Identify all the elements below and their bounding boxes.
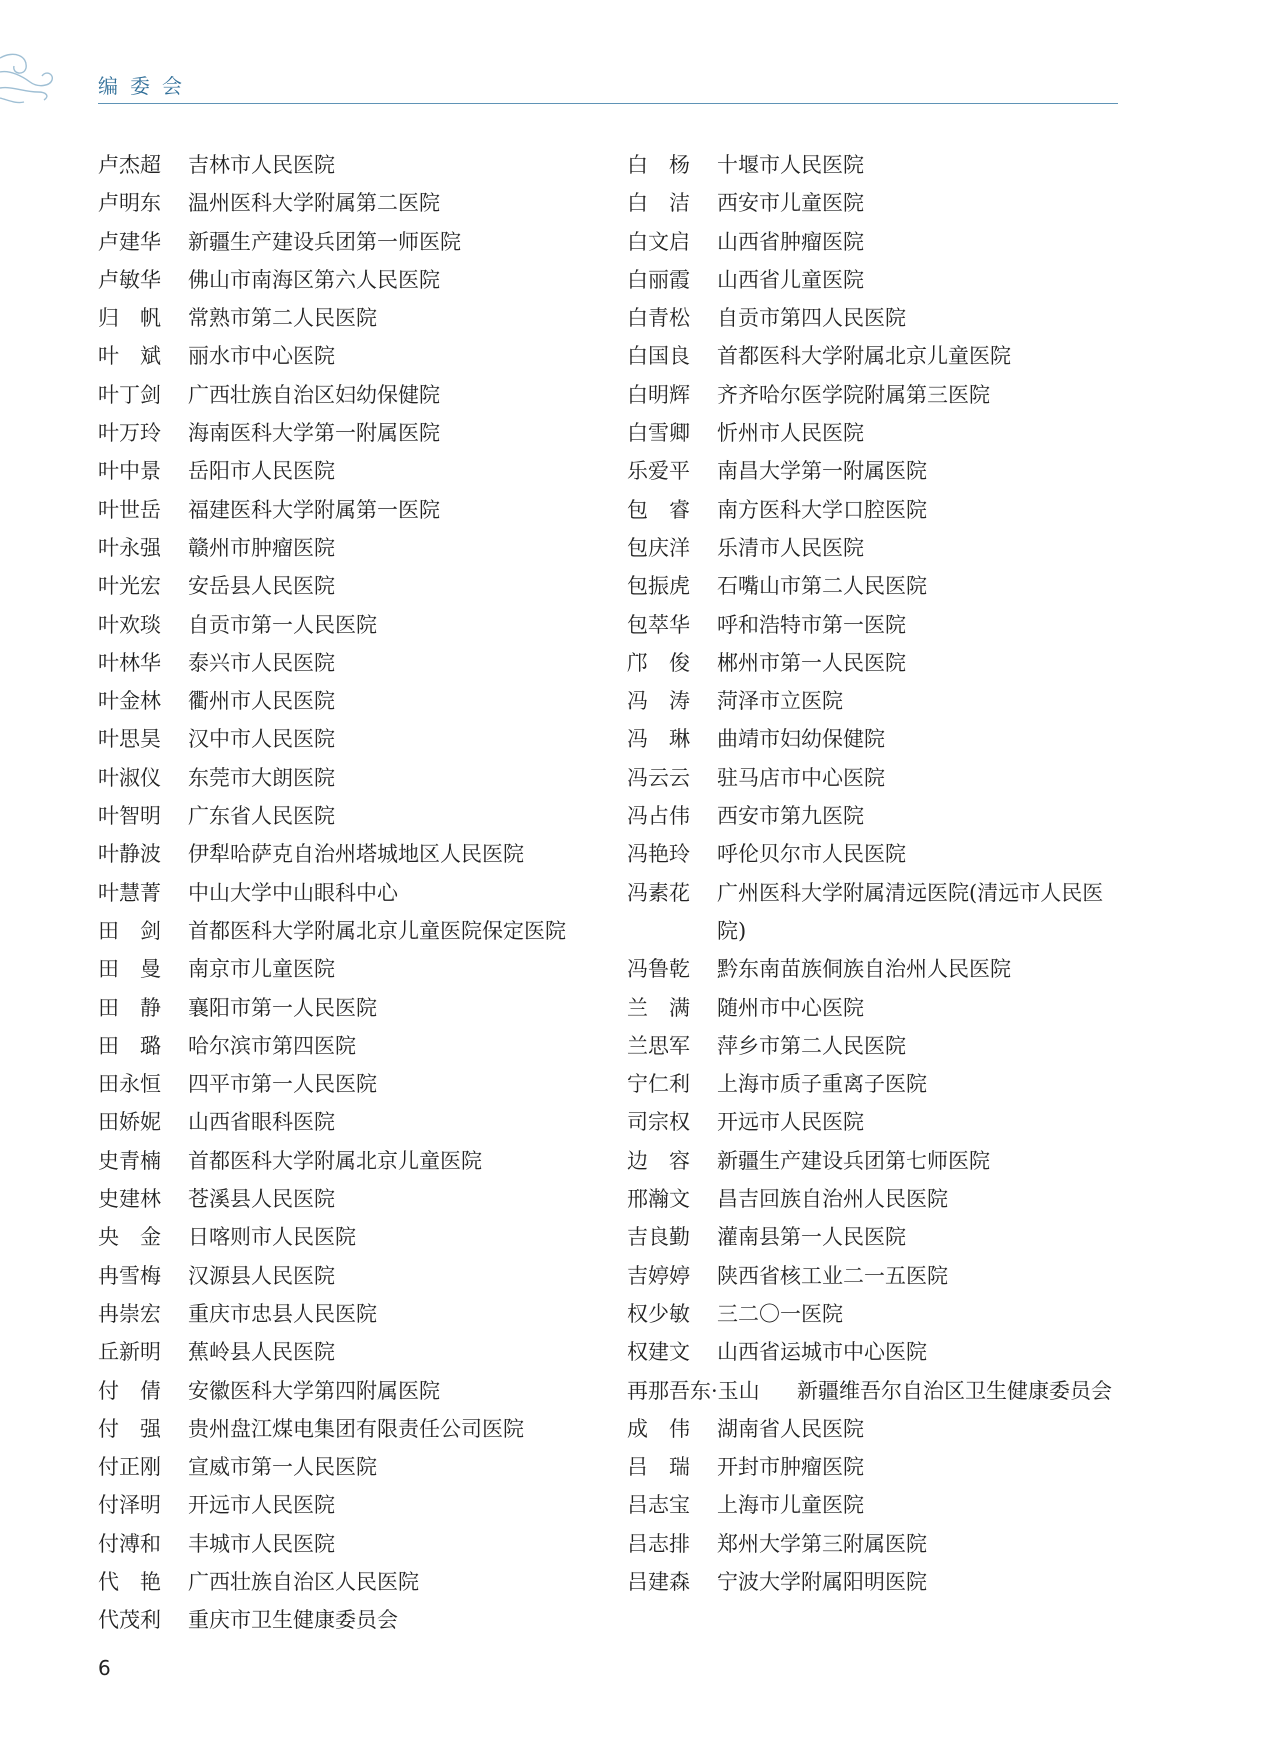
member-name: 叶中景 [98, 459, 161, 484]
member-institution: 海南医科大学第一附属医院 [188, 421, 440, 446]
member-entry [627, 184, 1127, 222]
member-entry [98, 1142, 608, 1180]
member-institution: 上海市质子重离子医院 [717, 1072, 927, 1097]
member-entry [98, 1372, 608, 1410]
member-name: 吉良勤 [627, 1225, 690, 1250]
member-name: 付溥和 [98, 1531, 161, 1556]
member-entry [627, 874, 1127, 951]
member-name: 叶光宏 [98, 574, 161, 599]
member-institution: 中山大学中山眼科中心 [188, 880, 398, 905]
member-entry [98, 950, 608, 988]
member-name: 兰思军 [627, 1033, 690, 1058]
member-entry [627, 1525, 1127, 1563]
member-name: 包 睿 [627, 497, 690, 522]
member-institution: 山西省眼科医院 [188, 1110, 335, 1135]
member-entry [627, 1142, 1127, 1180]
member-name: 叶丁剑 [98, 382, 161, 407]
member-name: 叶慧菁 [98, 880, 161, 905]
member-entry [627, 1410, 1127, 1448]
member-name: 宁仁利 [627, 1072, 690, 1097]
member-entry [627, 261, 1127, 299]
member-entry [627, 223, 1127, 261]
member-name: 白国良 [627, 344, 690, 369]
member-entry [98, 644, 608, 682]
member-institution: 福建医科大学附属第一医院 [188, 497, 440, 522]
member-name: 田 剑 [98, 918, 161, 943]
member-institution: 汉源县人民医院 [188, 1263, 335, 1288]
member-institution: 黔东南苗族侗族自治州人民医院 [717, 957, 1011, 982]
member-entry [98, 299, 608, 337]
member-name: 付 倩 [98, 1378, 161, 1403]
member-institution: 赣州市肿瘤医院 [188, 535, 335, 560]
member-entry [98, 1180, 608, 1218]
member-name: 白雪卿 [627, 421, 690, 446]
member-institution: 新疆生产建设兵团第七师医院 [717, 1148, 990, 1173]
member-entry [98, 337, 608, 375]
member-institution: 郴州市第一人民医院 [717, 650, 906, 675]
member-institution: 广州医科大学附属清远医院(清远市人民医院) [717, 880, 1104, 943]
member-institution: 萍乡市第二人民医院 [717, 1033, 906, 1058]
member-name: 卢敏华 [98, 267, 161, 292]
member-entry [627, 376, 1127, 414]
member-name: 叶智明 [98, 804, 161, 829]
member-institution: 三二〇一医院 [717, 1301, 843, 1326]
member-name: 吉婷婷 [627, 1263, 690, 1288]
member-institution: 南京市儿童医院 [188, 957, 335, 982]
member-institution: 山西省运城市中心医院 [717, 1340, 927, 1365]
member-institution: 自贡市第四人民医院 [717, 306, 906, 331]
member-institution: 宁波大学附属阳明医院 [717, 1569, 927, 1594]
member-institution: 呼和浩特市第一医院 [717, 612, 906, 637]
member-institution: 安岳县人民医院 [188, 574, 335, 599]
member-entry [627, 337, 1127, 375]
member-entry [627, 989, 1127, 1027]
member-entry [627, 682, 1127, 720]
member-institution: 开封市肿瘤医院 [717, 1455, 864, 1480]
page-number: 6 [98, 1656, 111, 1680]
member-institution: 忻州市人民医院 [717, 421, 864, 446]
member-entry [627, 1563, 1127, 1601]
member-name: 史建林 [98, 1187, 161, 1212]
member-entry [627, 1372, 1127, 1410]
member-entry [98, 1486, 608, 1524]
member-institution: 郑州大学第三附属医院 [717, 1531, 927, 1556]
member-name: 冯鲁乾 [627, 957, 690, 982]
member-institution: 昌吉回族自治州人民医院 [717, 1187, 948, 1212]
member-entry [98, 1563, 608, 1601]
member-institution: 蕉岭县人民医院 [188, 1340, 335, 1365]
header-divider [98, 103, 1118, 104]
member-entry [627, 1333, 1127, 1371]
member-name: 卢杰超 [98, 153, 161, 177]
header-title: 编委会 [98, 74, 194, 98]
member-institution: 乐清市人民医院 [717, 535, 864, 560]
member-institution: 新疆生产建设兵团第一师医院 [188, 229, 461, 254]
member-entry [98, 452, 608, 490]
member-entry [627, 1103, 1127, 1141]
member-entry [627, 491, 1127, 529]
member-institution: 重庆市卫生健康委员会 [188, 1608, 398, 1633]
member-name: 叶静波 [98, 842, 161, 867]
member-institution: 南昌大学第一附属医院 [717, 459, 927, 484]
member-name: 权少敏 [627, 1301, 690, 1326]
member-institution: 驻马店市中心医院 [717, 765, 885, 790]
member-name: 冯云云 [627, 765, 690, 790]
member-name: 付 强 [98, 1416, 161, 1441]
member-name: 代茂利 [98, 1608, 161, 1633]
member-entry [98, 414, 608, 452]
member-entry [98, 989, 608, 1027]
member-institution: 湖南省人民医院 [717, 1416, 864, 1441]
member-entry [627, 1295, 1127, 1333]
member-institution: 东莞市大朗医院 [188, 765, 335, 790]
member-name: 叶万玲 [98, 421, 161, 446]
member-entry [627, 567, 1127, 605]
member-entry [98, 1410, 608, 1448]
member-name: 白青松 [627, 306, 690, 331]
member-entry [98, 1065, 608, 1103]
member-institution: 陕西省核工业二一五医院 [717, 1263, 948, 1288]
member-entry [627, 720, 1127, 758]
member-institution: 西安市儿童医院 [717, 191, 864, 216]
member-institution: 开远市人民医院 [188, 1493, 335, 1518]
member-name: 吕建森 [627, 1569, 690, 1594]
member-entry [627, 452, 1127, 490]
member-institution: 南方医科大学口腔医院 [717, 497, 927, 522]
member-name: 归 帆 [98, 306, 161, 331]
member-entry [98, 912, 608, 950]
member-institution: 泰兴市人民医院 [188, 650, 335, 675]
editorial-list-right-column [627, 146, 1127, 1601]
member-entry [627, 835, 1127, 873]
member-name: 冯占伟 [627, 804, 690, 829]
member-entry [98, 720, 608, 758]
member-entry [98, 376, 608, 414]
member-entry [98, 529, 608, 567]
member-name: 田 曼 [98, 957, 161, 982]
member-institution: 宣威市第一人民医院 [188, 1455, 377, 1480]
member-entry [98, 1027, 608, 1065]
member-name: 史青楠 [98, 1148, 161, 1173]
member-name: 白 洁 [627, 191, 690, 216]
member-name: 叶永强 [98, 535, 161, 560]
member-institution: 重庆市忠县人民医院 [188, 1301, 377, 1326]
member-institution: 上海市儿童医院 [717, 1493, 864, 1518]
member-entry [98, 567, 608, 605]
member-entry [627, 606, 1127, 644]
member-entry [627, 299, 1127, 337]
member-institution: 广西壮族自治区妇幼保健院 [188, 382, 440, 407]
member-institution: 日喀则市人民医院 [188, 1225, 356, 1250]
member-entry [98, 1257, 608, 1295]
member-entry [627, 1257, 1127, 1295]
member-entry [98, 1333, 608, 1371]
member-institution: 安徽医科大学第四附属医院 [188, 1378, 440, 1403]
member-entry [98, 261, 608, 299]
member-institution: 十堰市人民医院 [717, 153, 864, 177]
member-name: 白 杨 [627, 153, 690, 177]
member-name: 冯 琳 [627, 727, 690, 752]
member-name: 邝 俊 [627, 650, 690, 675]
member-entry [627, 1486, 1127, 1524]
member-institution: 温州医科大学附属第二医院 [188, 191, 440, 216]
member-name: 叶淑仪 [98, 765, 161, 790]
member-name: 付泽明 [98, 1493, 161, 1518]
member-institution: 哈尔滨市第四医院 [188, 1033, 356, 1058]
member-institution: 常熟市第二人民医院 [188, 306, 377, 331]
member-name: 成 伟 [627, 1416, 690, 1441]
member-institution: 丰城市人民医院 [188, 1531, 335, 1556]
member-entry [627, 1180, 1127, 1218]
member-entry [627, 529, 1127, 567]
member-institution: 菏泽市立医院 [717, 689, 843, 714]
member-name: 冯素花 [627, 880, 690, 905]
member-name: 白文启 [627, 229, 690, 254]
member-name: 包振虎 [627, 574, 690, 599]
member-institution: 贵州盘江煤电集团有限责任公司医院 [188, 1416, 524, 1441]
member-name: 丘新明 [98, 1340, 161, 1365]
member-entry [98, 1218, 608, 1256]
member-name: 兰 满 [627, 995, 690, 1020]
member-institution: 呼伦贝尔市人民医院 [717, 842, 906, 867]
member-entry [98, 491, 608, 529]
member-institution: 四平市第一人民医院 [188, 1072, 377, 1097]
member-entry [627, 1218, 1127, 1256]
member-entry [627, 759, 1127, 797]
member-name: 包庆洋 [627, 535, 690, 560]
member-entry [627, 146, 1127, 184]
member-name: 冯 涛 [627, 689, 690, 714]
member-entry [627, 950, 1127, 988]
member-entry [98, 874, 608, 912]
member-name: 田 静 [98, 995, 161, 1020]
member-entry [98, 146, 608, 184]
member-name: 司宗权 [627, 1110, 690, 1135]
member-name: 田 璐 [98, 1033, 161, 1058]
member-institution: 山西省儿童医院 [717, 267, 864, 292]
member-name: 邢瀚文 [627, 1187, 690, 1212]
member-name: 田娇妮 [98, 1110, 161, 1135]
member-entry [98, 1525, 608, 1563]
member-institution: 齐齐哈尔医学院附属第三医院 [717, 382, 990, 407]
member-institution: 吉林市人民医院 [188, 153, 335, 177]
member-institution: 衢州市人民医院 [188, 689, 335, 714]
member-entry [627, 1065, 1127, 1103]
member-name: 乐爱平 [627, 459, 690, 484]
member-name: 叶金林 [98, 689, 161, 714]
member-entry [98, 835, 608, 873]
member-entry [98, 1295, 608, 1333]
member-name: 央 金 [98, 1225, 161, 1250]
member-name: 权建文 [627, 1340, 690, 1365]
member-institution: 苍溪县人民医院 [188, 1187, 335, 1212]
member-name: 白明辉 [627, 382, 690, 407]
member-name: 田永恒 [98, 1072, 161, 1097]
member-name: 叶欢琰 [98, 612, 161, 637]
member-entry [98, 682, 608, 720]
member-name: 白丽霞 [627, 267, 690, 292]
member-institution: 石嘴山市第二人民医院 [717, 574, 927, 599]
member-name: 叶思昊 [98, 727, 161, 752]
member-entry [627, 797, 1127, 835]
member-entry [627, 644, 1127, 682]
member-entry [98, 1103, 608, 1141]
member-institution: 佛山市南海区第六人民医院 [188, 267, 440, 292]
member-name: 卢明东 [98, 191, 161, 216]
member-name: 再那吾东·玉山 [627, 1378, 760, 1403]
member-name: 付正刚 [98, 1455, 161, 1480]
member-entry [627, 414, 1127, 452]
member-institution: 丽水市中心医院 [188, 344, 335, 369]
member-institution: 首都医科大学附属北京儿童医院 [188, 1148, 482, 1173]
member-name: 吕 瑞 [627, 1455, 690, 1480]
member-entry [98, 1448, 608, 1486]
member-institution: 曲靖市妇幼保健院 [717, 727, 885, 752]
member-institution: 首都医科大学附属北京儿童医院保定医院 [188, 918, 566, 943]
member-institution: 广西壮族自治区人民医院 [188, 1569, 419, 1594]
member-entry [98, 223, 608, 261]
member-institution: 新疆维吾尔自治区卫生健康委员会 [797, 1378, 1112, 1403]
member-name: 叶 斌 [98, 344, 161, 369]
member-institution: 首都医科大学附属北京儿童医院 [717, 344, 1011, 369]
member-entry [98, 184, 608, 222]
member-name: 冯艳玲 [627, 842, 690, 867]
member-name: 卢建华 [98, 229, 161, 254]
member-name: 吕志排 [627, 1531, 690, 1556]
editorial-list-left-column [98, 146, 608, 1640]
member-institution: 灌南县第一人民医院 [717, 1225, 906, 1250]
member-institution: 伊犁哈萨克自治州塔城地区人民医院 [188, 842, 524, 867]
member-name: 包萃华 [627, 612, 690, 637]
member-institution: 岳阳市人民医院 [188, 459, 335, 484]
cloud-ornament-icon [0, 40, 60, 120]
member-institution: 随州市中心医院 [717, 995, 864, 1020]
member-institution: 自贡市第一人民医院 [188, 612, 377, 637]
member-name: 叶林华 [98, 650, 161, 675]
member-name: 代 艳 [98, 1569, 161, 1594]
member-entry [98, 1601, 608, 1639]
member-institution: 广东省人民医院 [188, 804, 335, 829]
member-entry [98, 797, 608, 835]
member-institution: 山西省肿瘤医院 [717, 229, 864, 254]
member-entry [627, 1027, 1127, 1065]
member-institution: 西安市第九医院 [717, 804, 864, 829]
member-entry [98, 606, 608, 644]
member-entry [627, 1448, 1127, 1486]
member-name: 冉雪梅 [98, 1263, 161, 1288]
member-institution: 汉中市人民医院 [188, 727, 335, 752]
member-institution: 开远市人民医院 [717, 1110, 864, 1135]
member-name: 边 容 [627, 1148, 690, 1173]
member-name: 冉崇宏 [98, 1301, 161, 1326]
member-name: 吕志宝 [627, 1493, 690, 1518]
member-entry [98, 759, 608, 797]
member-name: 叶世岳 [98, 497, 161, 522]
member-institution: 襄阳市第一人民医院 [188, 995, 377, 1020]
